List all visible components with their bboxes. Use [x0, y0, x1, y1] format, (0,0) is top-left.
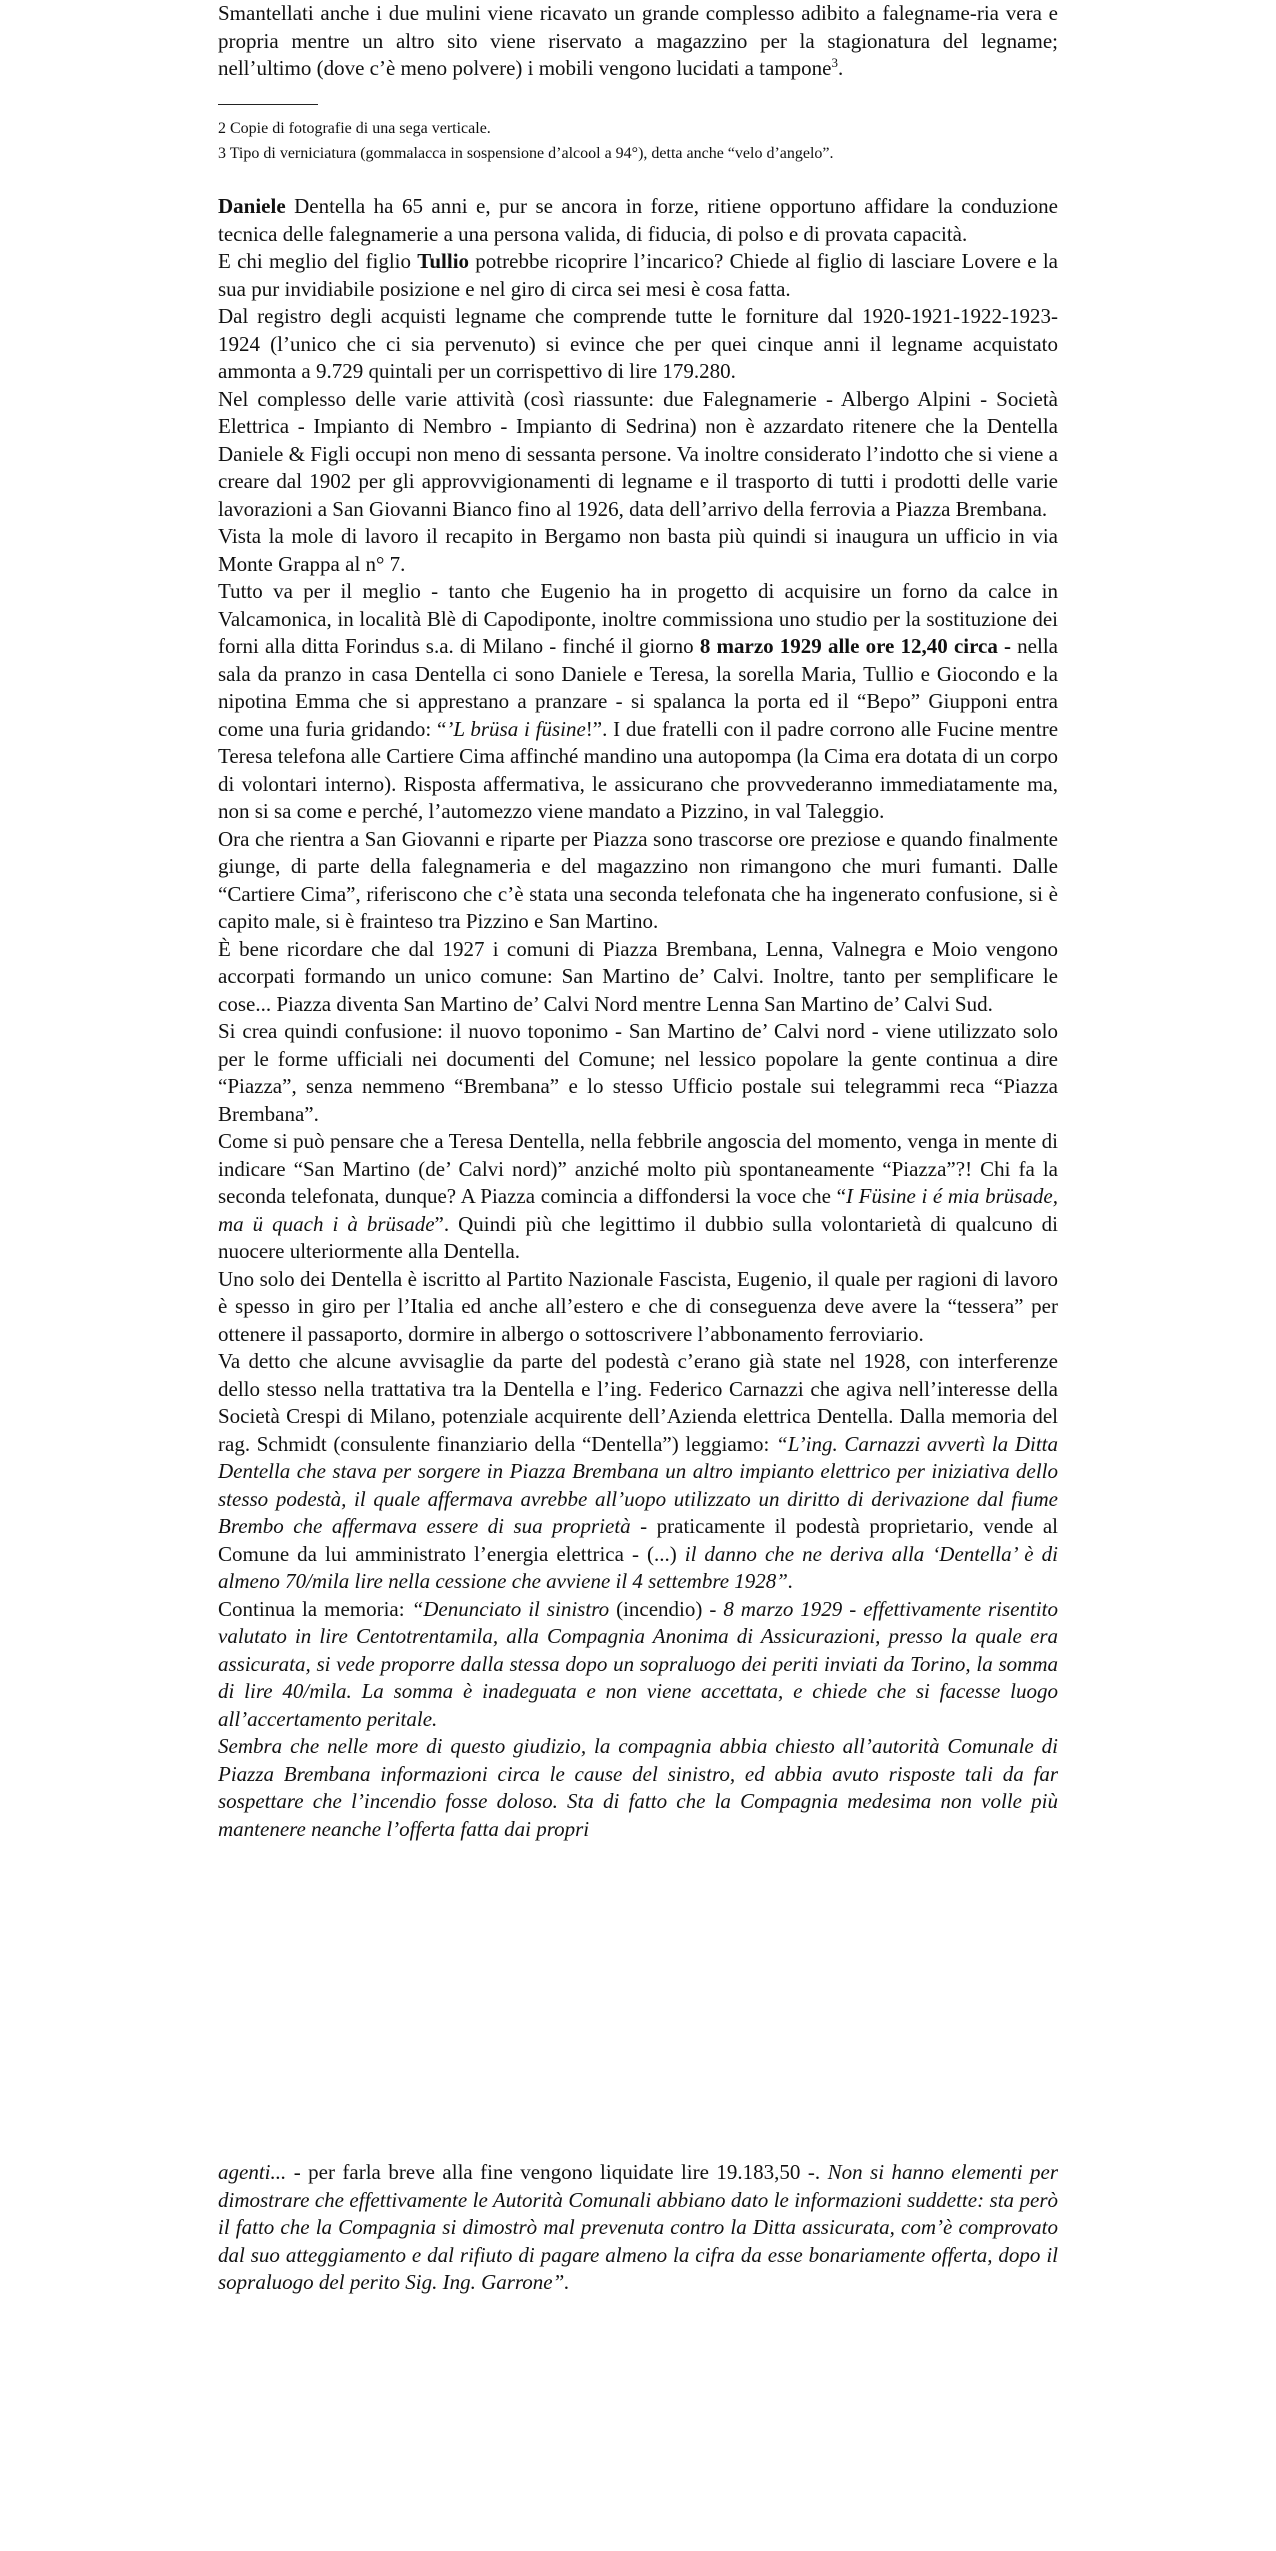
name-tullio: Tullio	[417, 249, 470, 273]
paragraph-teresa	[218, 1128, 1058, 1266]
paragraph-text: - praticamente il podestà proprietario, vende al Comune da lui amministrato l’energia elettrica - (...)	[218, 1514, 1059, 1566]
footnote-2: 2 Copie di fotografie di una sega verticale.	[218, 120, 491, 137]
paragraph-tullio	[218, 248, 1058, 303]
main-text-block	[218, 193, 1058, 1843]
memoir-quote: agenti...	[218, 2160, 287, 2184]
paragraph-text: potrebbe ricoprire l’incarico? Chiede al figlio di lasciare Lovere e la sua pur invidiabile posizione e nel giro di circa sei mesi è cosa fatta.	[218, 249, 1058, 301]
paragraph-podesta	[218, 1348, 1058, 1596]
paragraph-confusione: Si crea quindi confusione: il nuovo toponimo - San Martino de’ Calvi nord - viene utilizzato solo per le forme ufficiali nei documenti del Comune; nel lessico popolare la gente continua a dire “Piazza”, senza nemmeno “Brembana” e lo stesso Ufficio postale sui telegrammi reca “Piazza Brembana”.	[218, 1019, 1058, 1126]
paragraph-ufficio: Vista la mole di lavoro il recapito in Bergamo non basta più quindi si inaugura un ufficio in via Monte Grappa al n° 7.	[218, 524, 1058, 576]
paragraph-text: Tutto va per il meglio - tanto che Eugenio ha in progetto di acquisire un forno da calce in Valcamonica, in località Blè di Capodiponte, inoltre commissiona uno studio per la sostituzione dei forni alla ditta Forindus s.a. di Milano - finché il giorno	[218, 579, 1058, 658]
memoir-quote: Non si hanno elementi per dimostrare che effettivamente le Autorità Comunali abbiano dato le informazioni suddette: sta però il fatto che la Compagnia si dimostrò mal prevenuta contro la Ditta assicurata, com’è comprovato dal suo atteggiamento e dal rifiuto di pagare almeno la cifra da esse bonariamente offerta, dopo il sopraluogo del perito Sig. Ing. Garrone”.	[218, 2160, 1059, 2294]
paragraph-giudizio: Sembra che nelle more di questo giudizio, la compagnia abbia chiesto all’autorità Comunale di Piazza Brembana informazioni circa le cause del sinistro, ed abbia avuto risposte tali da far sospettare che l’incendio fosse doloso. Sta di fatto che la Compagnia medesima non volle più mantenere neanche l’offerta fatta dai propri	[218, 1734, 1058, 1841]
paragraph-end: .	[838, 56, 844, 80]
paragraph-comuni: È bene ricordare che dal 1927 i comuni di Piazza Brembana, Lenna, Valnegra e Moio vengono accorpati formando un unico comune: San Martino de’ Calvi. Inoltre, tanto per semplificare le cose... Piazza diventa San Martino de’ Calvi Nord mentre Lenna San Martino de’ Calvi Sud.	[218, 936, 1058, 1016]
memoir-quote: “L’ing. Carnazzi avvertì la Ditta Dentella che stava per sorgere in Piazza Brembana un altro impianto elettrico per iniziativa dello stesso podestà, il quale affermava avrebbe all’uopo utilizzato un diritto di derivazione dal fiume Brembo che affermava essere di sua proprietà	[218, 1431, 1059, 1538]
paragraph-text: Dentella ha 65 anni e, pur se ancora in forze, ritiene opportuno affidare la conduzione tecnica delle falegnamerie a una persona valida, di fiducia, di polso e di provata capacità.	[218, 194, 1058, 246]
continuation-block	[218, 2159, 1058, 2297]
paragraph-text: Continua la memoria:	[218, 1596, 412, 1621]
memoir-quote: “Denunciato il sinistro	[411, 1596, 610, 1621]
paragraph-registro: Dal registro degli acquisti legname che comprende tutte le forniture dal 1920-1921-1922-1923-1924 (l’unico che ci sia pervenuto) si evince che per quei cinque anni il legname acquistato ammonta a 9.729 quintali per un corrispettivo di lire 179.280.	[218, 304, 1058, 383]
memoir-quote: 8 marzo 1929 - effettivamente risentito valutato in lire Centotrentamila, alla Compagnia Anonima di Assicurazioni, presso la quale era assicurata, si vede proporre dalla stessa dopo un sopraluogo dei periti inviati da Torino, la somma di lire 40/mila. La somma è inadeguata e non viene accettata, e chiede che si facesse luogo all’accertamento peritale.	[218, 1596, 1058, 1731]
dialect-quote: ’L brüsa i füsine	[446, 716, 586, 741]
bold-date: 8 marzo 1929 alle ore 12,40 circa -	[699, 634, 1012, 658]
paragraph-text: nella sala da pranzo in casa Dentella ci sono Daniele e Teresa, la sorella Maria, Tullio e Giocondo e la nipotina Emma che si apprestano a pranzare - si spalanca la porta ed il “Bepo” Giupponi entra come una furia gridando: “	[218, 634, 1058, 741]
paragraph-eugenio: Uno solo dei Dentella è iscritto al Partito Nazionale Fascista, Eugenio, il quale per ragioni di lavoro è spesso in giro per l’Italia ed anche all’estero e che di conseguenza deve avere la “tessera” per ottenere il passaporto, dormire in albergo o sottoscrivere l’abbonamento ferroviario.	[218, 1266, 1058, 1346]
paragraph-text: Come si può pensare che a Teresa Dentella, nella febbrile angoscia del momento, venga in mente di indicare “San Martino (de’ Calvi nord)” anziché molto più spontaneamente “Piazza”?! Chi fa la seconda telefonata, dunque? A Piazza comincia a diffondersi la voce che “	[218, 1129, 1058, 1208]
paragraph-memoria	[218, 1596, 1058, 1734]
paragraph-falegnameria	[218, 0, 1058, 83]
dialect-quote: I Füsine i é mia brüsade, ma ü quach i à brüsade	[218, 1184, 1058, 1236]
footnote-3: 3 Tipo di verniciatura (gommalacca in sospensione d’alcool a 94°), detta anche “velo d’angelo”.	[218, 145, 834, 162]
paragraph-text: - per farla breve alla fine vengono liquidate lire 19.183,50 -.	[286, 2160, 828, 2184]
paragraph-rientro: Ora che rientra a San Giovanni e riparte per Piazza sono trascorse ore preziose e quando finalmente giunge, di parte della falegnameria e del magazzino non rimangono che muri fumanti. Dalle “Cartiere Cima”, riferiscono che c’è stata una seconda telefonata che ha ingenerato confusione, si è capito male, si è frainteso tra Pizzino e San Martino.	[218, 826, 1058, 933]
memoir-quote: il danno che ne deriva alla ‘Dentella’ è di almeno 70/mila lire nella cessione che avviene il 4 settembre 1928”.	[218, 1541, 1058, 1593]
paragraph-text: (incendio) -	[609, 1596, 724, 1621]
top-paragraph	[218, 0, 1058, 83]
paragraph-daniele	[218, 193, 1058, 248]
paragraph-text: Smantellati anche i due mulini viene ricavato un grande complesso adibito a falegname-ria vera e propria mentre un altro sito viene riservato a magazzino per la stagionatura del legname; nell’ultimo (dove c’è meno polvere) i mobili vengono lucidati a tampone	[218, 1, 1058, 80]
footnotes	[218, 116, 1058, 166]
paragraph-text: E chi meglio del figlio	[218, 249, 418, 273]
paragraph-text: Va detto che alcune avvisaglie da parte del podestà c’erano già state nel 1928, con interferenze dello stesso nella trattativa tra la Dentella e l’ing. Federico Carnazzi che agiva nell’interesse della Società Crespi di Milano, potenziale acquirente dell’Azienda elettrica Dentella. Dalla memoria del rag. Schmidt (consulente finanziario della “Dentella”) leggiamo:	[218, 1349, 1058, 1456]
footnote-ref: 3	[831, 55, 838, 70]
paragraph-text: !”. I due fratelli con il padre corrono alle Fucine mentre Teresa telefona alle Cartiere Cima affinché mandino una autopompa (la Cima era dotata di un corpo di volontari interno). Risposta affermativa, le assicurano che provvederanno immediatamente ma, non si sa come e perché, l’automezzo viene mandato a Pizzino, in val Taleggio.	[218, 716, 1059, 823]
name-daniele: Daniele	[218, 194, 286, 218]
paragraph-text: ”. Quindi più che legittimo il dubbio sulla volontarietà di qualcuno di nuocere ulteriormente alla Dentella.	[218, 1211, 1058, 1263]
paragraph-agenti	[218, 2159, 1058, 2297]
paragraph-incendio	[218, 578, 1058, 826]
paragraph-attivita: Nel complesso delle varie attività (così riassunte: due Falegnamerie - Albergo Alpini - Società Elettrica - Impianto di Nembro - Impianto di Sedrina) non è azzardato ritenere che la Dentella Daniele & Figli occupi non meno di sessanta persone. Va inoltre considerato l’indotto che si viene a creare dal 1902 per gli approvvigionamenti di legname e il trasporto di tutti i prodotti delle varie lavorazioni a San Giovanni Bianco fino al 1926, data dell’arrivo della ferrovia a Piazza Brembana.	[218, 386, 1058, 521]
footnote-divider	[218, 104, 318, 105]
